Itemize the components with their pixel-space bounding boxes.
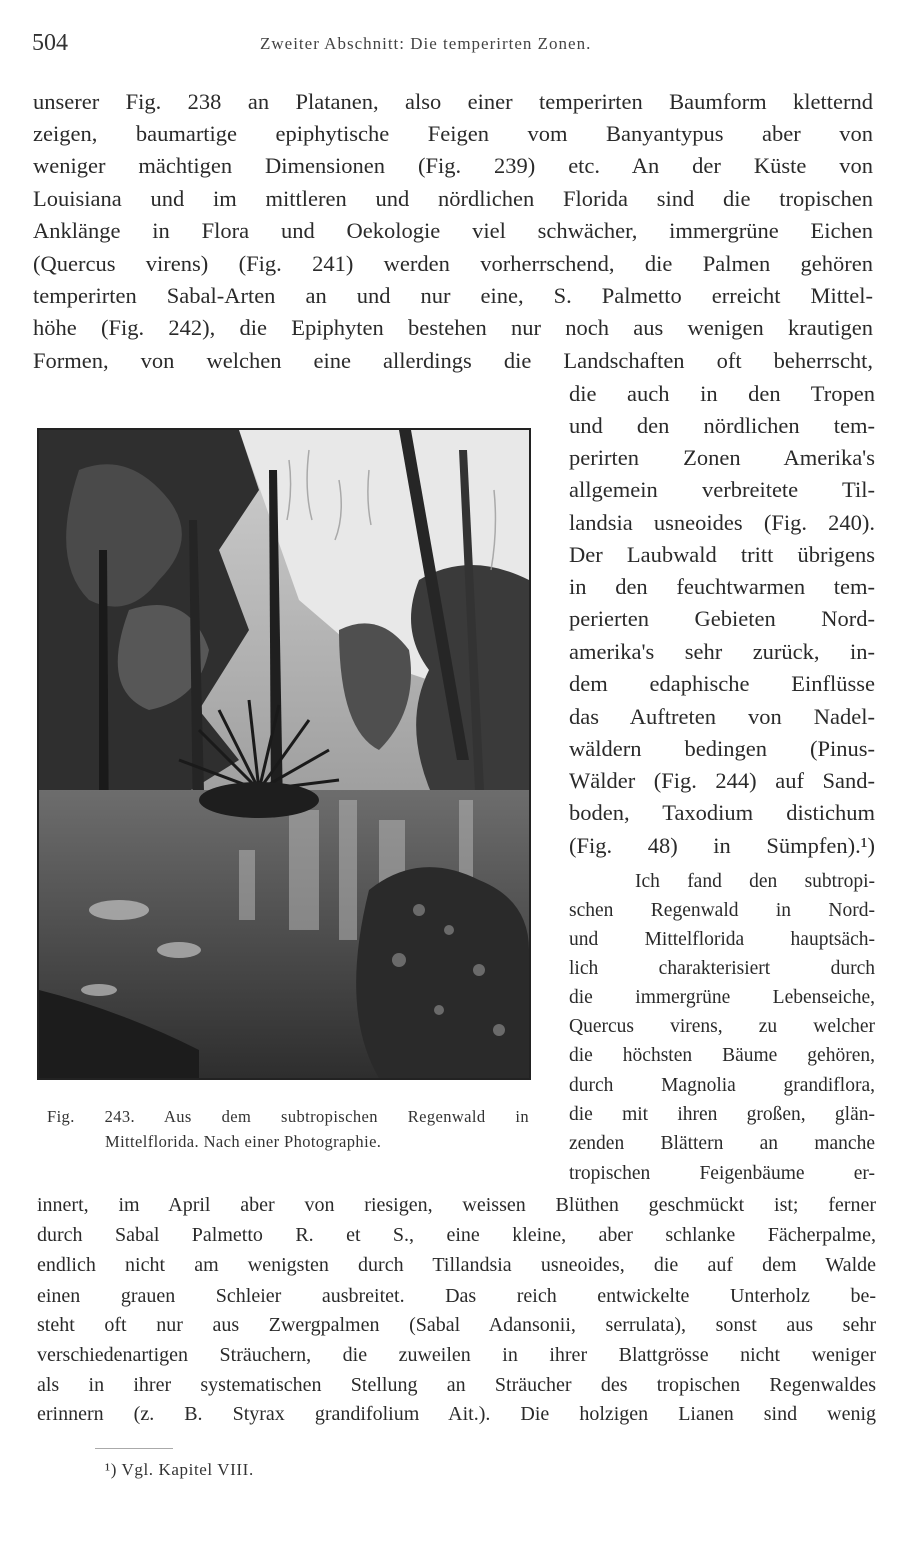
column-line: (Fig. 48) in Sümpfen).¹) [569,833,875,858]
column-line: landsia usneoides (Fig. 240). [569,510,875,535]
body-line: weniger mächtigen Dimensionen (Fig. 239) etc. An der Küste von [33,153,873,178]
body-line: innert, im April aber von riesigen, weissen Blüthen geschmückt ist; ferner [37,1194,876,1216]
body-line: Anklänge in Flora und Oekologie viel schwächer, immergrüne Eichen [33,218,873,243]
column-line-small: die immergrüne Lebenseiche, [569,987,875,1008]
body-line: erinnern (z. B. Styrax grandifolium Ait.). Die holzigen Lianen sind wenig [37,1403,876,1425]
body-line: Louisiana und im mittleren und nördlichen Florida sind die tropischen [33,186,873,211]
body-line: temperirten Sabal-Arten an und nur eine, S. Palmetto erreicht Mittel- [33,283,873,308]
column-line: und den nördlichen tem- [569,413,875,438]
figure-photo [37,428,531,1080]
body-line: als in ihrer systematischen Stellung an Sträucher des tropischen Regenwaldes [37,1374,876,1396]
column-line: Wälder (Fig. 244) auf Sand- [569,768,875,793]
column-line-small: zenden Blättern an manche [569,1133,875,1154]
page-number: 504 [32,30,68,56]
column-line-small: die mit ihren großen, glän- [569,1104,875,1125]
swamp-forest-illustration [39,430,529,1078]
running-head: Zweiter Abschnitt: Die temperirten Zonen. [260,34,592,53]
body-line: durch Sabal Palmetto R. et S., eine kleine, aber schlanke Fächerpalme, [37,1224,876,1246]
column-line: dem edaphische Einflüsse [569,671,875,696]
column-line: die auch in den Tropen [569,381,875,406]
column-line: allgemein verbreitete Til- [569,477,875,502]
column-line-small: durch Magnolia grandiflora, [569,1075,875,1096]
column-line: boden, Taxodium distichum [569,800,875,825]
column-line: perierten Gebieten Nord- [569,606,875,631]
column-line: das Auftreten von Nadel- [569,704,875,729]
body-line: verschiedenartigen Sträuchern, die zuweilen in ihrer Blattgrösse nicht weniger [37,1344,876,1366]
column-line-small: lich charakterisiert durch [569,958,875,979]
footnote: ¹) Vgl. Kapitel VIII. [105,1460,254,1479]
column-line: Der Laubwald tritt übrigens [569,542,875,567]
body-line: endlich nicht am wenigsten durch Tillandsia usneoides, die auf dem Walde [37,1254,876,1276]
body-line: (Quercus virens) (Fig. 241) werden vorherrschend, die Palmen gehören [33,251,873,276]
body-line: höhe (Fig. 242), die Epiphyten bestehen nur noch aus wenigen krautigen [33,315,873,340]
column-line-small: und Mittelflorida hauptsäch- [569,929,875,950]
body-line: zeigen, baumartige epiphytische Feigen vom Banyantypus aber von [33,121,873,146]
footnote-rule [95,1448,173,1449]
figure-caption [47,1104,529,1154]
body-line: unserer Fig. 238 an Platanen, also einer temperirten Baumform kletternd [33,89,873,114]
body-line: steht oft nur aus Zwergpalmen (Sabal Adansonii, serrulata), sonst aus sehr [37,1314,876,1336]
column-line: perirten Zonen Amerika's [569,445,875,470]
column-line-small: schen Regenwald in Nord- [569,900,875,921]
column-line: amerika's sehr zurück, in- [569,639,875,664]
column-line: in den feuchtwarmen tem- [569,574,875,599]
column-line-small: Quercus virens, zu welcher [569,1016,875,1037]
column-line-small: tropischen Feigenbäume er- [569,1163,875,1184]
body-line: Formen, von welchen eine allerdings die Landschaften oft beherrscht, [33,348,873,373]
column-line-small: die höchsten Bäume gehören, [569,1045,875,1066]
column-line: wäldern bedingen (Pinus- [569,736,875,761]
caption-line: Mittelflorida. Nach einer Photographie. [105,1132,382,1151]
body-line: einen grauen Schleier ausbreitet. Das reich entwickelte Unterholz be- [37,1285,876,1307]
column-line-small: Ich fand den subtropi- [635,871,875,892]
caption-line: Fig. 243. Aus dem subtropischen Regenwald in [47,1107,529,1126]
